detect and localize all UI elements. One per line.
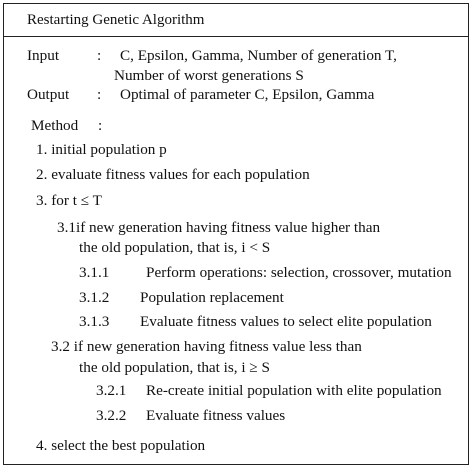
output-label: Output	[27, 86, 70, 103]
step-3-2-1-text: Re-create initial population with elite population	[146, 382, 442, 399]
input-value-line-1: C, Epsilon, Gamma, Number of generation T,	[120, 47, 397, 64]
step-3-2-2-text: Evaluate fitness values	[146, 407, 286, 424]
step-3-2-line-2: the old population, that is, i ≥ S	[79, 359, 271, 376]
input-colon: :	[97, 47, 102, 64]
algorithm-box	[3, 3, 469, 465]
step-3-1-2-number: 3.1.2	[79, 289, 110, 306]
method-colon: :	[98, 117, 103, 134]
output-value: Optimal of parameter C, Epsilon, Gamma	[120, 86, 375, 103]
algorithm-title: Restarting Genetic Algorithm	[27, 12, 205, 28]
step-3-1-line-1: 3.1if new generation having fitness value higher than	[57, 219, 381, 236]
step-3-2-2-number: 3.2.2	[96, 407, 127, 424]
step-3-1-line-2: the old population, that is, i < S	[79, 239, 271, 256]
step-3: 3. for t ≤ T	[36, 192, 102, 209]
step-3-1-2-text: Population replacement	[140, 289, 284, 306]
step-4: 4. select the best population	[36, 437, 206, 454]
output-colon: :	[97, 86, 102, 103]
step-3-1-3-number: 3.1.3	[79, 313, 110, 330]
step-3-1-1-number: 3.1.1	[79, 264, 110, 281]
step-1: 1. initial population p	[36, 141, 167, 158]
step-2: 2. evaluate fitness values for each population	[36, 166, 310, 183]
step-3-1-3-text: Evaluate fitness values to select elite population	[140, 313, 432, 330]
header-divider	[4, 36, 468, 37]
step-3-2-1-number: 3.2.1	[96, 382, 127, 399]
step-3-1-1-text: Perform operations: selection, crossover, mutation	[146, 264, 452, 281]
step-3-2-line-1: 3.2 if new generation having fitness value less than	[51, 338, 362, 355]
input-value-line-2: Number of worst generations S	[114, 67, 304, 84]
method-label: Method	[31, 117, 79, 134]
input-label: Input	[27, 47, 60, 64]
